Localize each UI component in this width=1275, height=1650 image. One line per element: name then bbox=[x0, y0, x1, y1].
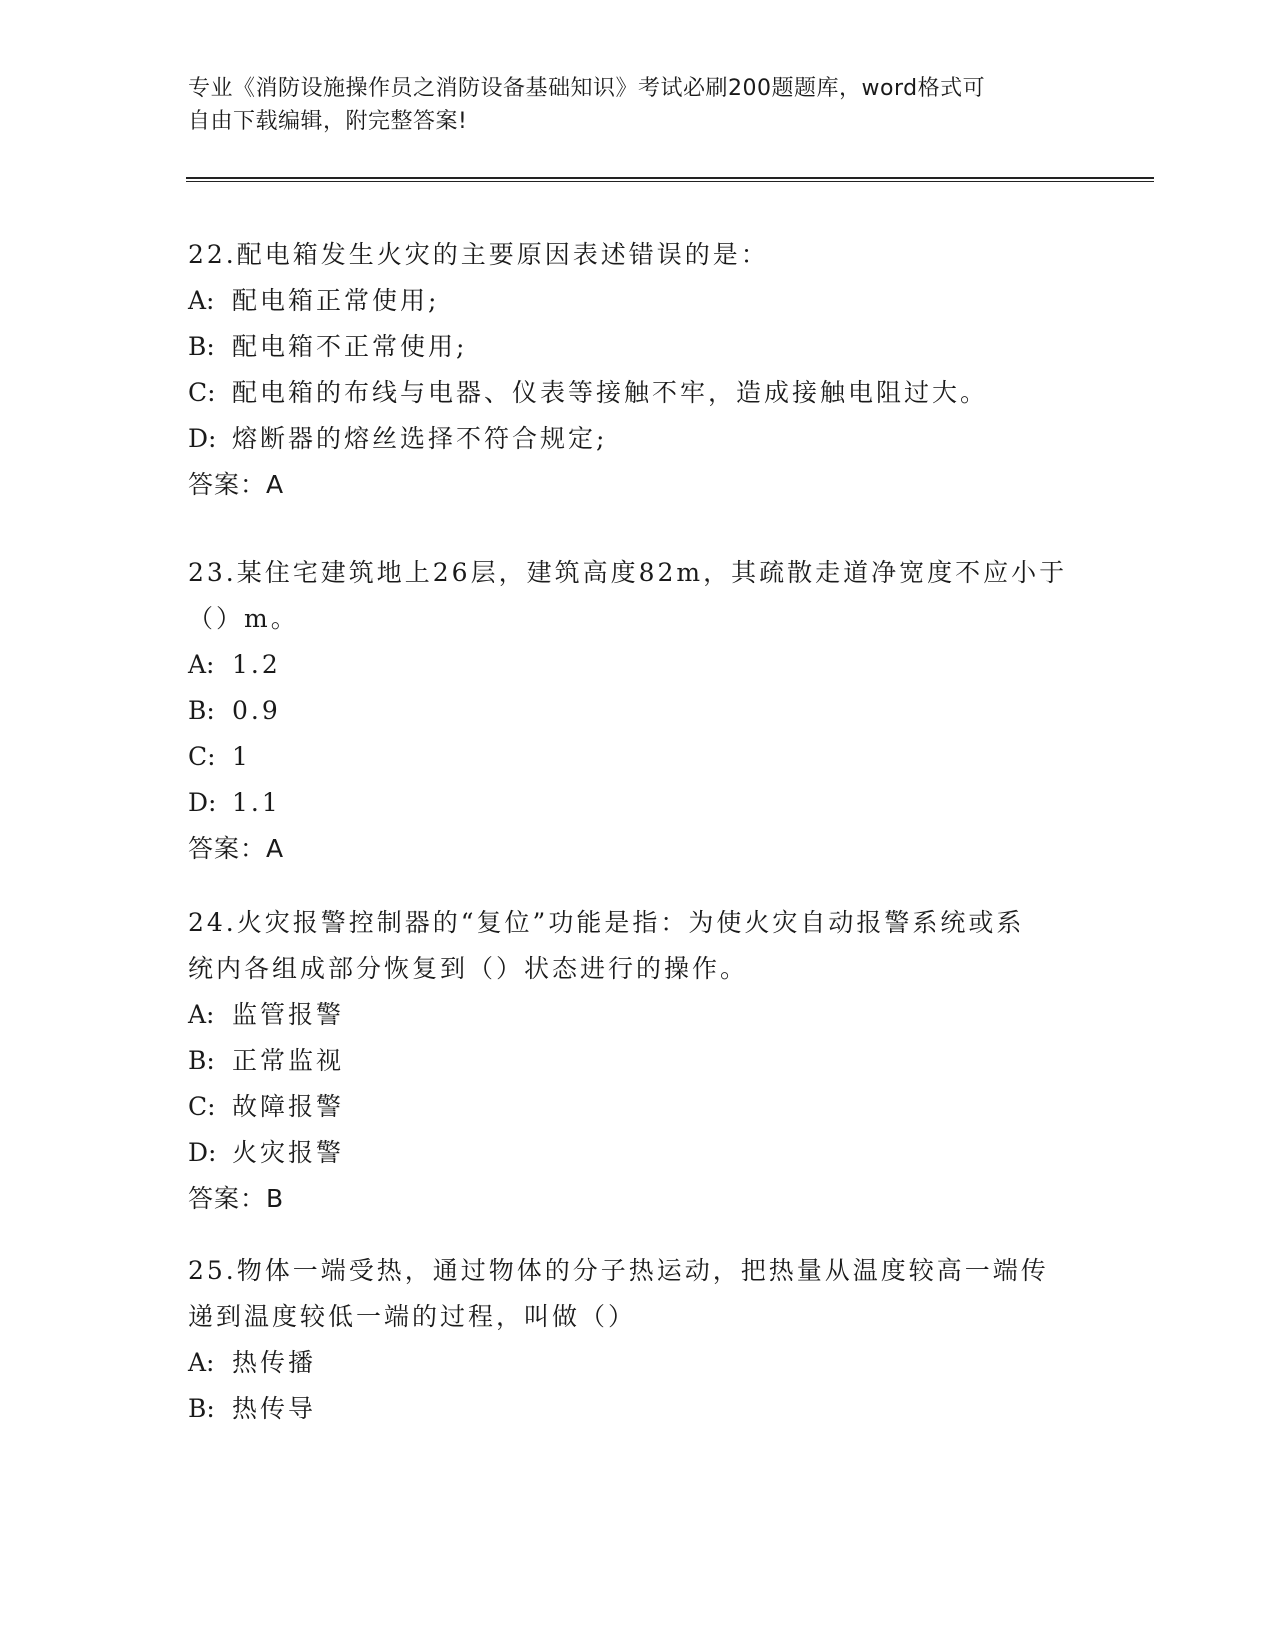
option-c bbox=[188, 1084, 1088, 1130]
option-text: 配电箱不正常使用; bbox=[232, 332, 468, 361]
option-text: 热传播 bbox=[232, 1348, 317, 1377]
option-text: 火灾报警 bbox=[232, 1138, 345, 1167]
option-text: 熔断器的熔丝选择不符合规定; bbox=[232, 424, 608, 453]
option-letter: A: bbox=[188, 1000, 215, 1029]
option-text: 监管报警 bbox=[232, 1000, 345, 1029]
option-text: 配电箱正常使用; bbox=[232, 286, 440, 315]
question-stem-line-2: 统内各组成部分恢复到（）状态进行的操作。 bbox=[188, 954, 749, 983]
question-stem: 22.配电箱发生火灾的主要原因表述错误的是： bbox=[188, 240, 769, 269]
option-text: 1.2 bbox=[232, 650, 281, 679]
question-25 bbox=[188, 1248, 1088, 1432]
option-letter: C: bbox=[188, 378, 216, 407]
answer-line: 答案：B bbox=[188, 1184, 285, 1213]
option-a bbox=[188, 1340, 1088, 1386]
option-c bbox=[188, 370, 1088, 416]
option-b bbox=[188, 324, 1088, 370]
header-line-2: 自由下载编辑，附完整答案! bbox=[188, 109, 468, 134]
option-letter: D: bbox=[188, 424, 217, 453]
option-b bbox=[188, 688, 1088, 734]
option-b bbox=[188, 1386, 1088, 1432]
option-text: 1.1 bbox=[232, 788, 281, 817]
option-letter: A: bbox=[188, 1348, 215, 1377]
option-d bbox=[188, 1130, 1088, 1176]
question-22 bbox=[188, 232, 1088, 508]
option-text: 0.9 bbox=[232, 696, 281, 725]
option-text: 1 bbox=[232, 742, 251, 771]
option-letter: B: bbox=[188, 1046, 215, 1075]
option-text: 配电箱的布线与电器、仪表等接触不牢，造成接触电阻过大。 bbox=[232, 378, 989, 407]
option-c bbox=[188, 734, 1088, 780]
option-letter: D: bbox=[188, 1138, 217, 1167]
header-line-1: 专业《消防设施操作员之消防设备基础知识》考试必刷200题题库，word格式可 bbox=[188, 76, 986, 101]
option-letter: C: bbox=[188, 1092, 216, 1121]
option-text: 热传导 bbox=[232, 1394, 317, 1423]
option-d bbox=[188, 780, 1088, 826]
option-letter: D: bbox=[188, 788, 217, 817]
question-24 bbox=[188, 900, 1088, 1222]
option-letter: A: bbox=[188, 286, 215, 315]
question-stem-line-1: 25.物体一端受热，通过物体的分子热运动，把热量从温度较高一端传 bbox=[188, 1256, 1049, 1285]
option-letter: B: bbox=[188, 332, 215, 361]
question-stem-line-2: （）m。 bbox=[188, 604, 299, 633]
header-divider bbox=[186, 177, 1154, 182]
question-stem-line-1: 23.某住宅建筑地上26层，建筑高度82m，其疏散走道净宽度不应小于 bbox=[188, 558, 1068, 587]
question-stem-line-1: 24.火灾报警控制器的“复位”功能是指：为使火灾自动报警系统或系 bbox=[188, 908, 1025, 937]
answer-line: 答案：A bbox=[188, 834, 285, 863]
option-a bbox=[188, 278, 1088, 324]
option-text: 正常监视 bbox=[232, 1046, 345, 1075]
option-a bbox=[188, 642, 1088, 688]
option-text: 故障报警 bbox=[232, 1092, 345, 1121]
option-letter: C: bbox=[188, 742, 216, 771]
option-b bbox=[188, 1038, 1088, 1084]
option-letter: B: bbox=[188, 696, 215, 725]
option-letter: B: bbox=[188, 1394, 215, 1423]
option-letter: A: bbox=[188, 650, 215, 679]
question-23 bbox=[188, 550, 1088, 872]
answer-line: 答案：A bbox=[188, 470, 285, 499]
option-a bbox=[188, 992, 1088, 1038]
question-stem-line-2: 递到温度较低一端的过程，叫做（） bbox=[188, 1302, 637, 1331]
option-d bbox=[188, 416, 1088, 462]
document-header bbox=[188, 72, 1088, 138]
